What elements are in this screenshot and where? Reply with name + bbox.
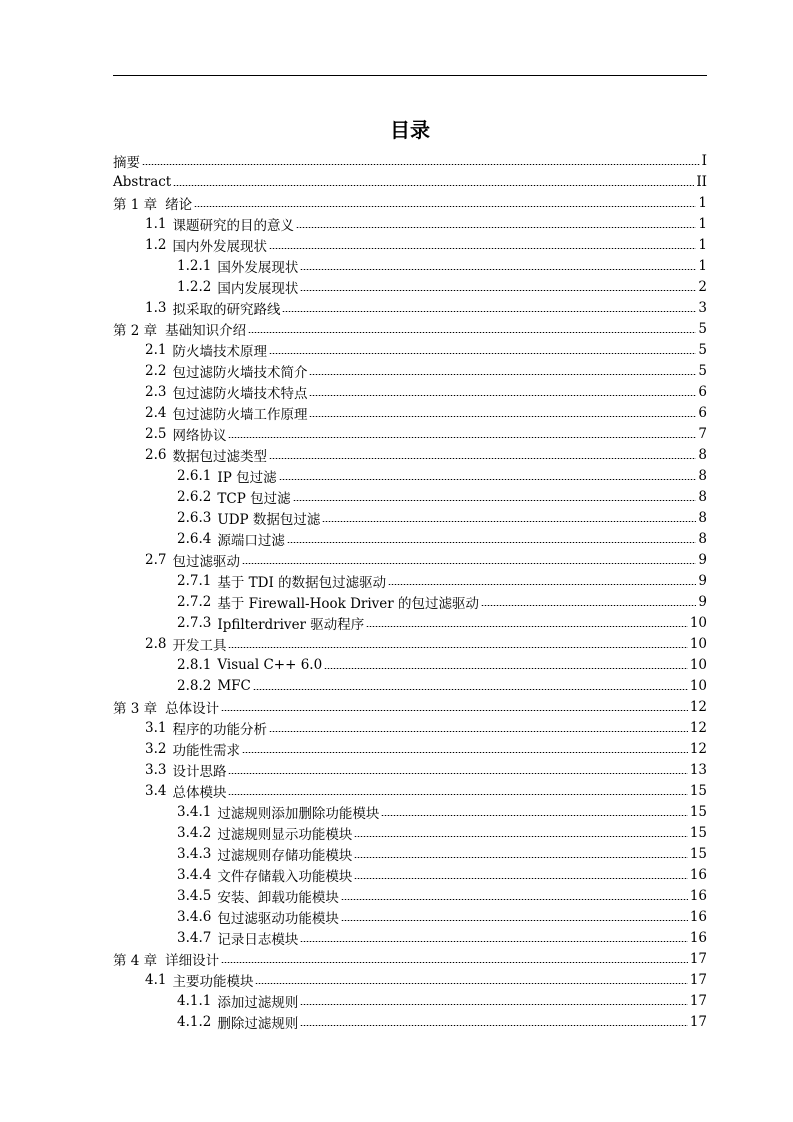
dot-leader [228, 647, 687, 648]
toc-entry-page: 9 [698, 572, 707, 589]
toc-entry-page: I [701, 152, 707, 169]
toc-entry-title: 包过滤防火墙技术简介 [172, 364, 308, 381]
toc-entry[interactable] [113, 528, 707, 549]
dot-leader [309, 395, 696, 396]
toc-entry-title: 删除过滤规则 [217, 1015, 299, 1032]
dot-leader [354, 878, 687, 879]
toc-entry-number: 3.4.5 [177, 887, 212, 904]
toc-entry-number: 2.8.2 [177, 677, 212, 694]
toc-entry-number: 3.4.7 [177, 929, 212, 946]
dot-leader [248, 332, 696, 333]
toc-entry[interactable] [113, 465, 707, 486]
toc-entry-title: 记录日志模块 [217, 931, 299, 948]
toc-entry-page: 12 [689, 698, 707, 715]
dot-leader [300, 290, 696, 291]
toc-entry-number: 2.6.1 [177, 467, 212, 484]
dot-leader [255, 983, 687, 984]
dot-leader [309, 416, 696, 417]
dot-leader [269, 458, 696, 459]
toc-entry-number: 4.1 [145, 971, 167, 988]
header-rule [113, 75, 707, 76]
dot-leader [221, 710, 688, 711]
toc-entry-page: 9 [698, 593, 707, 610]
toc-entry-page: 2 [698, 278, 707, 295]
toc-entry-page: 8 [698, 509, 707, 526]
toc-entry-number: 2.6.4 [177, 530, 212, 547]
toc-entry-title: 包过滤防火墙工作原理 [172, 406, 308, 423]
toc-entry-number: 2.8 [145, 635, 167, 652]
dot-leader [221, 962, 688, 963]
toc-entry-title: 包过滤防火墙技术特点 [172, 385, 308, 402]
toc-entry-page: 16 [689, 908, 707, 925]
toc-entry-title: 包过滤驱动 [172, 553, 240, 570]
toc-entry[interactable] [113, 192, 707, 213]
toc-entry[interactable] [113, 927, 707, 948]
toc-entry[interactable] [113, 381, 707, 402]
toc-entry-page: 1 [698, 194, 707, 211]
toc-entry-page: 16 [689, 887, 707, 904]
dot-leader [293, 500, 697, 501]
toc-entry-title: 总体设计 [165, 700, 220, 717]
toc-entry-title: 国内发展现状 [217, 280, 299, 297]
toc-entry-title: 过滤规则显示功能模块 [217, 826, 353, 843]
toc-entry[interactable] [113, 780, 707, 801]
toc-entry-page: 17 [689, 1013, 707, 1030]
toc-entry-page: 6 [698, 383, 707, 400]
toc-entry-page: 15 [689, 845, 707, 862]
toc-entry[interactable] [113, 612, 707, 633]
toc-entry-number: 2.7 [145, 551, 167, 568]
toc-entry-page: 8 [698, 467, 707, 484]
toc-entry-number: 2.7.2 [177, 593, 212, 610]
toc-entry-number: 2.6 [145, 446, 167, 463]
toc-entry-page: 8 [698, 488, 707, 505]
toc-entry-title: Abstract [113, 173, 172, 190]
toc-entry[interactable] [113, 696, 707, 717]
toc-entry-title: 设计思路 [172, 763, 227, 780]
toc-entry-number: 3.4.4 [177, 866, 212, 883]
toc-entry[interactable] [113, 255, 707, 276]
toc-entry-page: 16 [689, 929, 707, 946]
toc-entry-title: 国外发展现状 [217, 259, 299, 276]
dot-leader [300, 1004, 687, 1005]
toc-entry[interactable] [113, 234, 707, 255]
toc-entry-number: 2.7.3 [177, 614, 212, 631]
toc-entry-page: 12 [689, 719, 707, 736]
toc-entry[interactable] [113, 213, 707, 234]
dot-leader [309, 374, 696, 375]
dot-leader [300, 1025, 687, 1026]
dot-leader [242, 563, 696, 564]
toc-entry-page: 1 [698, 257, 707, 274]
toc-entry-title: 课题研究的目的意义 [172, 217, 294, 234]
dot-leader [324, 668, 688, 669]
dot-leader [173, 185, 694, 186]
toc-entry-page: II [696, 173, 707, 190]
toc-entry[interactable] [113, 486, 707, 507]
toc-entry-title: Ipfilterdriver 驱动程序 [217, 616, 365, 633]
toc-entry[interactable] [113, 906, 707, 927]
toc-entry[interactable] [113, 843, 707, 864]
toc-entry-title: 主要功能模块 [172, 973, 254, 990]
toc-entry-page: 10 [689, 656, 707, 673]
toc-entry-page: 9 [698, 551, 707, 568]
dot-leader [194, 206, 696, 207]
toc-entry[interactable] [113, 171, 707, 192]
toc-entry-number: 3.4.1 [177, 803, 212, 820]
toc-entry[interactable] [113, 717, 707, 738]
toc-entry-number: 3.4.6 [177, 908, 212, 925]
dot-leader [242, 752, 688, 753]
toc-entry-title: 开发工具 [172, 637, 227, 654]
toc-entry-number: 第 4 章 [113, 952, 158, 969]
toc-entry-number: 2.6.3 [177, 509, 212, 526]
toc-entry[interactable] [113, 948, 707, 969]
toc-entry-title: MFC [217, 677, 251, 694]
toc-entry-title: 详细设计 [165, 952, 220, 969]
toc-entry-title: 源端口过滤 [217, 532, 285, 549]
toc-entry-title: 数据包过滤类型 [172, 448, 267, 465]
toc-entry-title: 功能性需求 [172, 742, 240, 759]
toc-entry-number: 3.3 [145, 761, 167, 778]
toc-entry-title: 摘要 [113, 154, 140, 171]
dot-leader [381, 815, 687, 816]
toc-entry-page: 17 [689, 971, 707, 988]
toc-entry-page: 17 [689, 992, 707, 1009]
toc-entry-title: 基于 Firewall-Hook Driver 的包过滤驱动 [217, 595, 480, 612]
toc-entry-title: 拟采取的研究路线 [172, 301, 281, 318]
dot-leader [354, 857, 687, 858]
toc-entry[interactable] [113, 654, 707, 675]
dot-leader [269, 353, 696, 354]
dot-leader [296, 227, 696, 228]
toc-entry-page: 10 [689, 677, 707, 694]
toc-entry-page: 5 [698, 320, 707, 337]
dot-leader [300, 941, 687, 942]
toc-entry[interactable] [113, 570, 707, 591]
toc-entry-title: 程序的功能分析 [172, 721, 267, 738]
toc-entry[interactable] [113, 276, 707, 297]
toc-entry-number: 3.4 [145, 782, 167, 799]
toc-entry-title: 文件存储载入功能模块 [217, 868, 353, 885]
toc-entry-page: 10 [689, 614, 707, 631]
toc-entry-title: TCP 包过滤 [217, 490, 291, 507]
toc-entry-page: 15 [689, 803, 707, 820]
toc-entry-page: 8 [698, 530, 707, 547]
toc-entry-number: 2.6.2 [177, 488, 212, 505]
toc-entry-page: 1 [698, 215, 707, 232]
toc-entry-page: 10 [689, 635, 707, 652]
toc-entry-number: 1.1 [145, 215, 167, 232]
toc-entry-title: 包过滤驱动功能模块 [217, 910, 339, 927]
toc-entry[interactable] [113, 402, 707, 423]
page-title: 目录 [390, 118, 430, 142]
toc-entry[interactable] [113, 423, 707, 444]
toc-entry-page: 5 [698, 341, 707, 358]
dot-leader [253, 689, 688, 690]
toc-entry-number: 3.2 [145, 740, 167, 757]
toc-entry-number: 第 1 章 [113, 196, 158, 213]
toc-entry[interactable] [113, 549, 707, 570]
dot-leader [341, 920, 688, 921]
toc-entry[interactable] [113, 360, 707, 381]
toc-entry-title: UDP 数据包过滤 [217, 511, 321, 528]
toc-entry-number: 2.1 [145, 341, 167, 358]
toc-entry-number: 1.2 [145, 236, 167, 253]
toc-entry[interactable] [113, 864, 707, 885]
toc-entry[interactable] [113, 591, 707, 612]
toc-entry-title: 添加过滤规则 [217, 994, 299, 1011]
toc-entry-page: 7 [698, 425, 707, 442]
toc-entry-page: 3 [698, 299, 707, 316]
dot-leader [228, 437, 696, 438]
toc-entry-number: 1.2.1 [177, 257, 212, 274]
toc-entry-title: Visual C++ 6.0 [217, 656, 323, 673]
toc-entry-number: 3.4.3 [177, 845, 212, 862]
toc-entry-page: 8 [698, 446, 707, 463]
dot-leader [142, 164, 700, 165]
toc-entry[interactable] [113, 633, 707, 654]
toc-entry-title: 基于 TDI 的数据包过滤驱动 [217, 574, 387, 591]
dot-leader [354, 836, 687, 837]
toc-entry-title: 防火墙技术原理 [172, 343, 267, 360]
toc-entry[interactable] [113, 801, 707, 822]
toc-entry-page: 15 [689, 824, 707, 841]
toc-entry-page: 5 [698, 362, 707, 379]
toc-entry[interactable] [113, 297, 707, 318]
toc-entry-page: 12 [689, 740, 707, 757]
toc-entry-number: 第 2 章 [113, 322, 158, 339]
toc-entry[interactable] [113, 444, 707, 465]
toc-entry-number: 3.4.2 [177, 824, 212, 841]
toc-entry[interactable] [113, 822, 707, 843]
toc-entry-number: 2.3 [145, 383, 167, 400]
toc-entry[interactable] [113, 675, 707, 696]
toc-entry[interactable] [113, 738, 707, 759]
toc-entry-title: 基础知识介绍 [165, 322, 247, 339]
dot-leader [322, 521, 696, 522]
toc-entry[interactable] [113, 1011, 707, 1032]
toc-entry-title: 国内外发展现状 [172, 238, 267, 255]
dot-leader [228, 794, 687, 795]
toc-entry-title: IP 包过滤 [217, 469, 277, 486]
toc-entry-number: 4.1.2 [177, 1013, 212, 1030]
toc-entry-title: 过滤规则添加删除功能模块 [217, 805, 380, 822]
toc-entry-number: 2.5 [145, 425, 167, 442]
dot-leader [287, 542, 697, 543]
toc-entry-title: 过滤规则存储功能模块 [217, 847, 353, 864]
dot-leader [282, 311, 696, 312]
toc-entry-page: 16 [689, 866, 707, 883]
toc-entry-page: 13 [689, 761, 707, 778]
toc-entry[interactable] [113, 507, 707, 528]
dot-leader [269, 731, 688, 732]
dot-leader [341, 899, 688, 900]
dot-leader [300, 269, 696, 270]
dot-leader [366, 626, 688, 627]
toc-entry-title: 总体模块 [172, 784, 227, 801]
toc-entry-number: 第 3 章 [113, 700, 158, 717]
toc-entry[interactable] [113, 990, 707, 1011]
toc-entry-page: 15 [689, 782, 707, 799]
toc-entry-number: 3.1 [145, 719, 167, 736]
toc-entry-number: 1.2.2 [177, 278, 212, 295]
table-of-contents [113, 150, 707, 1032]
toc-entry[interactable] [113, 759, 707, 780]
toc-entry-number: 4.1.1 [177, 992, 212, 1009]
dot-leader [269, 248, 696, 249]
toc-entry-number: 2.7.1 [177, 572, 212, 589]
toc-entry-title: 安装、卸载功能模块 [217, 889, 339, 906]
toc-entry-title: 网络协议 [172, 427, 227, 444]
toc-entry-page: 17 [689, 950, 707, 967]
toc-entry-number: 2.4 [145, 404, 167, 421]
toc-entry[interactable] [113, 150, 707, 171]
toc-entry-page: 6 [698, 404, 707, 421]
toc-entry-page: 1 [698, 236, 707, 253]
toc-entry-title: 绪论 [165, 196, 193, 213]
dot-leader [481, 605, 696, 606]
dot-leader [388, 584, 696, 585]
toc-entry-number: 2.8.1 [177, 656, 212, 673]
toc-entry[interactable] [113, 318, 707, 339]
toc-entry-number: 2.2 [145, 362, 167, 379]
dot-leader [279, 479, 697, 480]
toc-entry-number: 1.3 [145, 299, 167, 316]
toc-entry[interactable] [113, 969, 707, 990]
dot-leader [228, 773, 687, 774]
toc-entry[interactable] [113, 885, 707, 906]
toc-entry[interactable] [113, 339, 707, 360]
